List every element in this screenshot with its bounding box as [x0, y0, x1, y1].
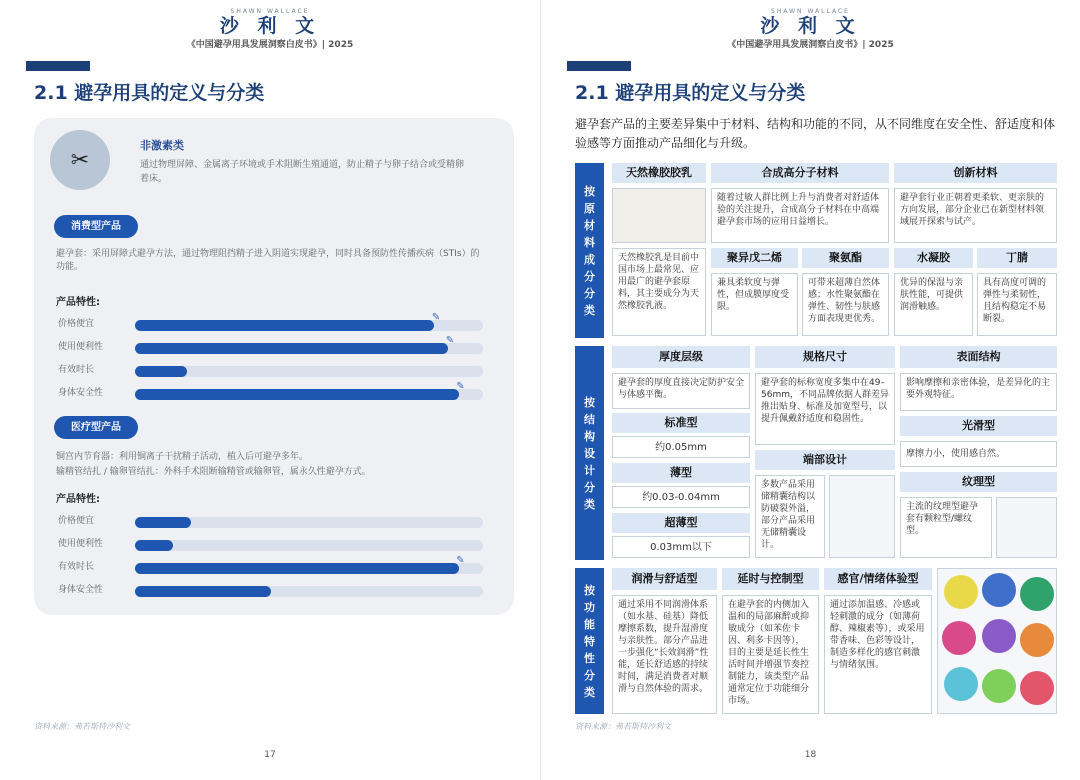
page-heading: 2.1 避孕用具的定义与分类	[575, 82, 806, 104]
feature-fill	[135, 366, 187, 377]
material-section	[575, 163, 1057, 338]
condom-blob	[1020, 671, 1054, 705]
feature-fill	[135, 312, 441, 331]
feature-track	[135, 312, 483, 331]
feature-track	[135, 366, 483, 377]
material-header: 聚异戊二烯	[711, 248, 798, 268]
condom-blob	[982, 669, 1016, 703]
size-desc: 避孕套的标称宽度多集中在49–56mm，不同品牌依据人群差异推出贴身、标准及加宽型号，以提升佩戴舒适度和稳固性。	[755, 373, 895, 445]
feature-bar-row	[56, 363, 486, 377]
surface-type: 光滑型	[900, 416, 1057, 436]
feature-track	[135, 540, 483, 551]
feature-track	[135, 381, 483, 400]
feature-track	[135, 335, 483, 354]
accent-bar	[567, 61, 631, 71]
feature-track	[135, 555, 483, 574]
feature-bar-row	[56, 537, 486, 551]
feature-bar-row	[56, 381, 486, 400]
thickness-value: 0.03mm以下	[612, 536, 750, 558]
material-desc: 可带来超薄自然体感；水性聚氨酯在弹性、韧性与肤感方面表现更优秀。	[802, 273, 889, 336]
material-header: 丁腈	[977, 248, 1057, 268]
source-note: 资料来源：弗若斯特沙利文	[575, 722, 671, 731]
condom-blob	[942, 621, 976, 655]
section-label: 按原材料成分分类	[575, 163, 604, 338]
bullet-iud: 铜宫内节育器：利用铜离子干扰精子活动，植入后可避孕多年。	[56, 452, 309, 462]
thickness-desc: 避孕套的厚度直接决定防护安全与体感平衡。	[612, 373, 750, 409]
brand-logo: 沙 利 文	[219, 15, 321, 37]
marker-icon: ✎	[456, 381, 465, 392]
surface-desc: 影响摩擦和亲密体验，是差异化的主要外观特征。	[900, 373, 1057, 411]
thickness-type: 标准型	[612, 413, 750, 433]
col-header: 表面结构	[900, 346, 1057, 368]
latex-desc: 天然橡胶乳是目前中国市场上最常见、应用最广的避孕套原料，其主要成分为天然橡胶乳液。	[612, 248, 706, 336]
material-desc: 兼具柔软度与弹性，但成膜厚度受限。	[711, 273, 798, 336]
thickness-type: 薄型	[612, 463, 750, 483]
condom-blob	[1020, 623, 1054, 657]
brand-small: SHAWN WALLACE	[771, 8, 850, 15]
feature-fill	[135, 540, 173, 551]
col-header: 感官/情绪体验型	[824, 568, 932, 590]
feature-fill	[135, 381, 465, 400]
col-header: 天然橡胶胶乳	[612, 163, 706, 183]
brand-header	[0, 0, 540, 56]
function-desc: 通过采用不同润滑体系（如水基、硅基）降低摩擦系数，提升湿滑度与亲肤性。部分产品进一步强化“长效润滑”性能，延长舒适感的持续时间，满足消费者对顺滑与自然体验的需求。	[612, 595, 717, 714]
condom-blob	[944, 667, 978, 701]
consumer-bullets	[56, 248, 486, 276]
bullet-condom: 避孕套：采用屏障式避孕方法，通过物理阻挡精子进入阴道实现避孕，同时具备预防性传播疾病（STIs）的功能。	[56, 249, 480, 272]
intro-text: 避孕套产品的主要差异集中于材料、结构和功能的不同，从不同维度在安全性、舒适度和体验感等方面推动产品细化与升级。	[575, 117, 1056, 150]
consumer-category-pill: 消费型产品	[54, 215, 138, 238]
material-header: 水凝胶	[894, 248, 973, 268]
latex-image	[612, 188, 706, 243]
feature-label: 有效时长	[58, 365, 95, 375]
condom-blob	[944, 575, 978, 609]
thickness-value: 约0.05mm	[612, 436, 750, 458]
col-header: 规格尺寸	[755, 346, 895, 368]
bullet-sterilization: 输精管结扎 / 输卵管结扎：外科手术阻断输精管或输卵管，属永久性避孕方式。	[56, 467, 371, 477]
col-header: 合成高分子材料	[711, 163, 889, 183]
medical-category-pill: 医疗型产品	[54, 416, 138, 439]
features-label: 产品特性:	[56, 297, 100, 308]
feature-bar-row	[56, 555, 486, 574]
features-label: 产品特性:	[56, 494, 100, 505]
thickness-value: 约0.03-0.04mm	[612, 486, 750, 508]
col-header: 润滑与舒适型	[612, 568, 717, 590]
tip-header: 端部设计	[755, 450, 895, 470]
marker-icon: ✎	[431, 312, 441, 323]
surface-value: 摩擦力小，使用感自然。	[900, 441, 1057, 467]
medical-bullets	[56, 451, 486, 481]
feature-label: 价格便宜	[58, 319, 95, 329]
function-desc: 在避孕套的内侧加入温和的局部麻醉或抑敏成分（如苯佐卡因、利多卡因等），目的主要是延长性生活时间并增强节奏控制能力，该类型产品通常定位于功能细分市场。	[722, 595, 819, 714]
surface-value: 主流的纹理型避孕套有颗粒型/螺纹型。	[900, 497, 992, 558]
condom-image	[829, 475, 895, 558]
feature-fill	[135, 555, 465, 574]
feature-bar-row	[56, 312, 486, 331]
source-note: 资料来源：弗若斯特沙利文	[34, 722, 130, 731]
non-hormonal-card	[34, 118, 514, 615]
material-desc: 具有高度可调的弹性与柔韧性，且结构稳定不易断裂。	[977, 273, 1057, 336]
page-number: 18	[804, 750, 817, 760]
feature-track	[135, 586, 483, 597]
brand-header	[541, 0, 1080, 56]
page-heading: 2.1 避孕用具的定义与分类	[34, 82, 265, 104]
feature-label: 身体安全性	[58, 388, 104, 398]
textured-image	[996, 497, 1057, 558]
feature-label: 有效时长	[58, 562, 95, 572]
card-desc: 通过物理屏障、金属离子环境或手术阻断生殖通道，防止精子与卵子结合或受精卵着床。	[140, 160, 465, 184]
col-header: 延时与控制型	[722, 568, 819, 590]
marker-icon: ✎	[456, 555, 465, 566]
feature-label: 使用便利性	[58, 539, 104, 549]
function-desc: 通过添加温感、冷感或轻刺激的成分（如薄荷醇、辣椒素等），或采用带香味、色彩等设计，制造多样化的感官刺激与情绪氛围。	[824, 595, 932, 714]
surface-type: 纹理型	[900, 472, 1057, 492]
condom-blob	[982, 573, 1016, 607]
function-section	[575, 568, 1057, 714]
card-title: 非激素类	[140, 139, 184, 152]
section-label: 按功能特性分类	[575, 568, 604, 714]
feature-fill	[135, 335, 455, 354]
feature-track	[135, 517, 483, 528]
col-header: 创新材料	[894, 163, 1057, 183]
report-subtitle: 《中国避孕用具发展洞察白皮书》| 2025	[727, 40, 894, 50]
feature-fill	[135, 517, 191, 528]
synthetic-desc: 随着过敏人群比例上升与消费者对舒适体验的关注提升，合成高分子材料在中高端避孕套市场的应用日益增长。	[711, 188, 889, 243]
thickness-type: 超薄型	[612, 513, 750, 533]
material-desc: 优异的保湿与亲肤性能，可提供润滑触感。	[894, 273, 973, 336]
page-number: 17	[264, 750, 276, 760]
feature-fill	[135, 586, 271, 597]
right-page	[540, 0, 1080, 780]
feature-label: 使用便利性	[58, 342, 104, 352]
accent-bar	[26, 61, 90, 71]
tip-desc: 多数产品采用储精囊结构以防破裂外溢，部分产品采用无储精囊设计。	[755, 475, 825, 558]
scissors-icon: ✂	[70, 147, 90, 173]
innovative-desc: 避孕套行业正朝着更柔软、更亲肤的方向发展，部分企业已在新型材料领域展开探索与试产。	[894, 188, 1057, 243]
report-subtitle: 《中国避孕用具发展洞察白皮书》| 2025	[186, 40, 354, 50]
feature-bar-row	[56, 583, 486, 597]
col-header: 厚度层级	[612, 346, 750, 368]
brand-small: SHAWN WALLACE	[230, 8, 310, 15]
feature-bar-row	[56, 335, 486, 354]
product-photo	[50, 130, 110, 190]
marker-icon: ✎	[445, 335, 455, 346]
section-label: 按结构设计分类	[575, 346, 604, 560]
feature-label: 身体安全性	[58, 585, 104, 595]
feature-bar-row	[56, 514, 486, 528]
condom-blob	[1020, 577, 1054, 611]
brand-logo: 沙 利 文	[760, 15, 861, 37]
colored-condoms-image	[937, 568, 1057, 714]
condom-blob	[982, 619, 1016, 653]
material-header: 聚氨酯	[802, 248, 889, 268]
feature-label: 价格便宜	[58, 516, 95, 526]
structure-section	[575, 346, 1057, 560]
